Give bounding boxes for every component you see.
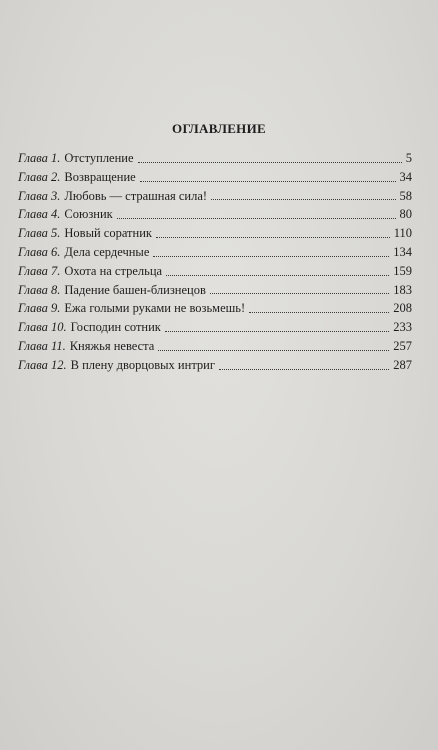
dot-leader xyxy=(210,293,389,294)
page-number: 80 xyxy=(399,207,412,222)
chapter-title: Княжья невеста xyxy=(69,338,155,353)
dot-leader xyxy=(166,275,389,276)
toc-row xyxy=(18,283,412,302)
chapter-title: Падение башен-близнецов xyxy=(64,282,206,297)
toc-row xyxy=(18,320,412,339)
toc-row xyxy=(18,264,412,283)
chapter-title: Охота на стрельца xyxy=(64,263,163,278)
chapter-title: Новый соратник xyxy=(64,226,152,241)
chapter-title: В плену дворцовых интриг xyxy=(70,357,215,372)
chapter-number: Глава 4. xyxy=(18,207,61,222)
chapter-number: Глава 11. xyxy=(18,338,66,353)
chapter-number: Глава 9. xyxy=(18,301,61,316)
chapter-title: Любовь — страшная сила! xyxy=(64,188,208,203)
chapter-number: Глава 12. xyxy=(18,357,67,372)
chapter-title: Отступление xyxy=(64,151,134,165)
chapter-number: Глава 3. xyxy=(18,188,61,203)
chapter-number: Глава 10. xyxy=(18,320,67,335)
toc-row xyxy=(18,226,412,245)
page-number: 257 xyxy=(393,338,412,353)
chapter-title: Дела сердечные xyxy=(64,244,150,259)
page-number: 208 xyxy=(393,301,412,316)
toc-row xyxy=(18,207,412,226)
dot-leader xyxy=(158,350,389,351)
dot-leader xyxy=(249,312,389,313)
page-number: 5 xyxy=(405,151,412,165)
page-number: 34 xyxy=(399,169,412,184)
dot-leader xyxy=(219,369,389,370)
page-title: ОГЛАВЛЕНИЕ xyxy=(172,121,266,136)
chapter-title: Возвращение xyxy=(64,169,136,184)
page-number: 58 xyxy=(399,188,412,203)
page-number: 134 xyxy=(393,244,412,259)
chapter-title: Ежа голыми руками не возьмешь! xyxy=(64,301,246,316)
toc-row xyxy=(18,339,412,358)
toc-row xyxy=(18,189,412,208)
page-number: 183 xyxy=(393,282,412,297)
page-number: 233 xyxy=(393,320,412,335)
dot-leader xyxy=(211,199,395,200)
toc-row xyxy=(18,151,412,170)
dot-leader xyxy=(165,331,389,332)
dot-leader xyxy=(140,181,396,182)
chapter-number: Глава 6. xyxy=(18,244,61,259)
page-number: 110 xyxy=(393,226,412,241)
chapter-number: Глава 8. xyxy=(18,282,61,297)
chapter-number: Глава 5. xyxy=(18,226,61,241)
table-of-contents xyxy=(18,151,412,377)
dot-leader xyxy=(117,218,396,219)
page-number: 159 xyxy=(393,263,412,278)
dot-leader xyxy=(153,256,389,257)
dot-leader xyxy=(138,162,402,163)
page-number: 287 xyxy=(393,357,412,372)
chapter-number: Глава 2. xyxy=(18,169,61,184)
chapter-number: Глава 7. xyxy=(18,263,61,278)
dot-leader xyxy=(156,237,390,238)
toc-row xyxy=(18,170,412,189)
toc-row xyxy=(18,245,412,264)
toc-row xyxy=(18,358,412,377)
toc-row xyxy=(18,301,412,320)
chapter-title: Союзник xyxy=(64,207,113,222)
chapter-number: Глава 1. xyxy=(18,151,61,165)
chapter-title: Господин сотник xyxy=(70,320,161,335)
